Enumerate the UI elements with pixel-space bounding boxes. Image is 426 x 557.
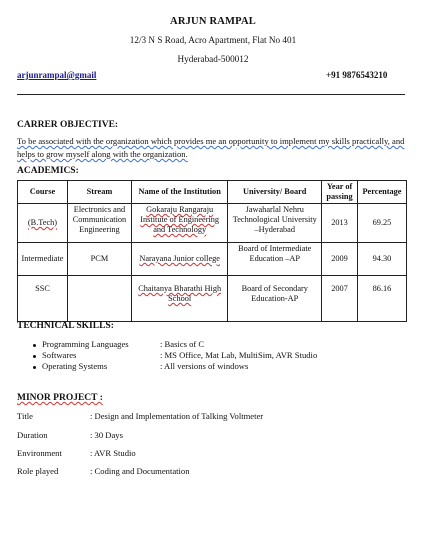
project-label: Role played xyxy=(17,466,59,476)
table-cell: SSC xyxy=(18,276,68,322)
table-cell: 86.16 xyxy=(358,276,407,322)
column-header: University/ Board xyxy=(228,181,322,204)
email-link[interactable]: arjunrampal@gmail xyxy=(17,70,97,80)
skill-value: : MS Office, Mat Lab, MultiSim, AVR Studio xyxy=(160,350,318,360)
header-divider xyxy=(17,94,405,95)
table-cell: 2009 xyxy=(322,243,358,276)
table-cell: 94.30 xyxy=(358,243,407,276)
objective-heading: CARRER OBJECTIVE: xyxy=(17,120,119,130)
column-header: Year of passing xyxy=(322,181,358,204)
table-row xyxy=(18,243,407,276)
project-value: : Coding and Documentation xyxy=(90,466,190,476)
table-cell: Chaitanya Bharathi High School xyxy=(131,276,228,322)
column-header: Course xyxy=(18,181,68,204)
academics-table xyxy=(17,180,407,322)
academics-heading: ACADEMICS: xyxy=(17,166,79,176)
technical-skills-heading: TECHNICAL SKILLS: xyxy=(17,321,114,331)
column-header: Name of the Institution xyxy=(131,181,228,204)
table-cell: Narayana Junior college xyxy=(131,243,228,276)
bullet-icon xyxy=(33,355,36,358)
address-line-1: 12/3 N S Road, Acro Apartment, Flat No 401 xyxy=(129,35,297,45)
table-cell: PCM xyxy=(67,243,131,276)
candidate-name: ARJUN RAMPAL xyxy=(170,16,256,27)
table-row xyxy=(18,204,407,243)
table-cell: 2007 xyxy=(322,276,358,322)
table-cell: Board of Intermediate Education –AP xyxy=(228,243,322,276)
project-label: Duration xyxy=(17,430,48,440)
skill-label: Softwares xyxy=(42,350,77,360)
project-value: : AVR Studio xyxy=(90,448,136,458)
table-header-row xyxy=(18,181,407,204)
table-cell: Intermediate xyxy=(18,243,68,276)
phone-number: +91 9876543210 xyxy=(326,70,388,80)
bullet-icon xyxy=(33,344,36,347)
table-cell: 69.25 xyxy=(358,204,407,243)
skill-label: Programming Languages xyxy=(42,339,129,349)
address-line-2: Hyderabad-500012 xyxy=(177,54,249,64)
skill-value: : Basics of C xyxy=(160,339,205,349)
project-label: Title xyxy=(17,411,33,421)
skill-value: : All versions of windows xyxy=(160,361,249,371)
table-cell: Board of Secondary Education-AP xyxy=(228,276,322,322)
table-cell: 2013 xyxy=(322,204,358,243)
table-cell: Electronics and Communication Engineering xyxy=(67,204,131,243)
bullet-icon xyxy=(33,366,36,369)
minor-project-heading: MINOR PROJECT : xyxy=(17,393,103,403)
table-cell: Jawaharlal Nehru Technological University –Hyderabad xyxy=(228,204,322,243)
column-header: Stream xyxy=(67,181,131,204)
project-value: : Design and Implementation of Talking Voltmeter xyxy=(90,411,264,421)
project-value: : 30 Days xyxy=(90,430,123,440)
column-header: Percentage xyxy=(358,181,407,204)
project-label: Environment xyxy=(17,448,62,458)
skill-label: Operating Systems xyxy=(42,361,108,371)
table-row xyxy=(18,276,407,322)
table-cell: (B.Tech) xyxy=(18,204,68,243)
table-cell xyxy=(67,276,131,322)
objective-text: To be associated with the organization which provides me an opportunity to implement my skills practically, and helps to grow myself along with the organization. xyxy=(17,136,405,159)
table-cell: Gokaraju Rangaraju Institute of Engineering and Technology xyxy=(131,204,228,243)
